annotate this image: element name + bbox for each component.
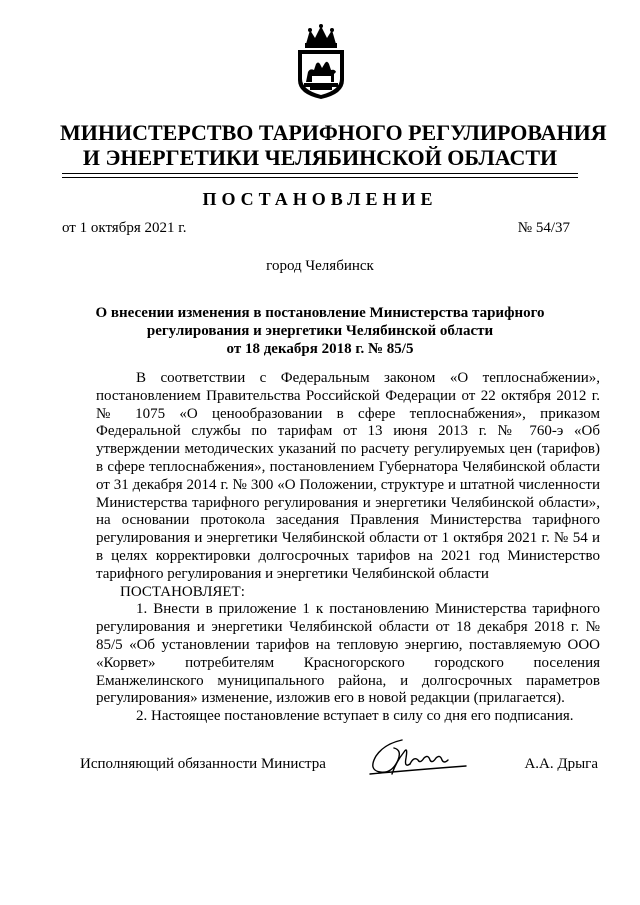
signer-title: Исполняющий обязанности Министра [80,756,326,772]
document-city: город Челябинск [266,258,374,274]
document-type: ПОСТАНОВЛЕНИЕ [202,189,438,209]
ministry-name [60,120,607,170]
subject-line1: О внесении изменения в постановление Министерства тарифного [95,305,545,321]
signer-name: А.А. Дрыга [524,756,598,772]
document-number: № 54/37 [517,220,570,236]
document-body [96,370,600,726]
header-rule-thick [62,173,578,174]
header-rule-thin [62,177,578,178]
document-date: от 1 октября 2021 г. [62,220,187,236]
document-subject [80,304,560,358]
resolution-item-2: 2. Настоящее постановление вступает в силу со дня его подписания. [136,708,574,725]
handwritten-signature-icon [362,734,482,784]
resolves-heading: ПОСТАНОВЛЯЕТ: [120,583,245,600]
coat-of-arms-icon [292,24,350,100]
subject-line3: от 18 декабря 2018 г. № 85/5 [226,341,414,357]
subject-line2: регулирования и энергетики Челябинской области [146,323,494,339]
preamble-paragraph: В соответствии с Федеральным законом «О теплоснабжении», постановлением Правительства Российской Федерации от 22 октября 2012 г. № 1075 «О ценообразовании в сфере теплоснабжения», приказом Федеральной службы по тарифам от 13 июня 2013 г. № 760-э «Об утверждении методических указаний по расчету регулируемых цен (тарифов) в сфере теплоснабжения», постановлением Губернатора Челябинской области от 31 декабря 2014 г. № 300 «О Положении, структуре и штатной численности Министерства тарифного регулирования и энергетики Челябинской области», на основании протокола заседания Правления Министерства тарифного регулирования и энергетики Челябинской области от 1 октября 2021 г. № 54 и в целях корректировки долгосрочных тарифов на 2021 год Министерство тарифного регулирования и энергетики Челябинской области [96,370,600,582]
resolution-item-1: 1. Внести в приложение 1 к постановлению Министерства тарифного регулирования и энергетики Челябинской области от 18 декабря 2018 г. № 85/5 «Об установлении тарифов на тепловую энергию, поставляемую ООО «Корвет» потребителям Красногорского городского поселения Еманжелинского муниципального района, и долгосрочных параметров регулирования» изменение, изложив его в новой редакции (прилагается). [96,601,600,707]
ministry-name-line2: И ЭНЕРГЕТИКИ ЧЕЛЯБИНСКОЙ ОБЛАСТИ [82,145,558,170]
ministry-name-line1: МИНИСТЕРСТВО ТАРИФНОГО РЕГУЛИРОВАНИЯ [60,120,607,145]
